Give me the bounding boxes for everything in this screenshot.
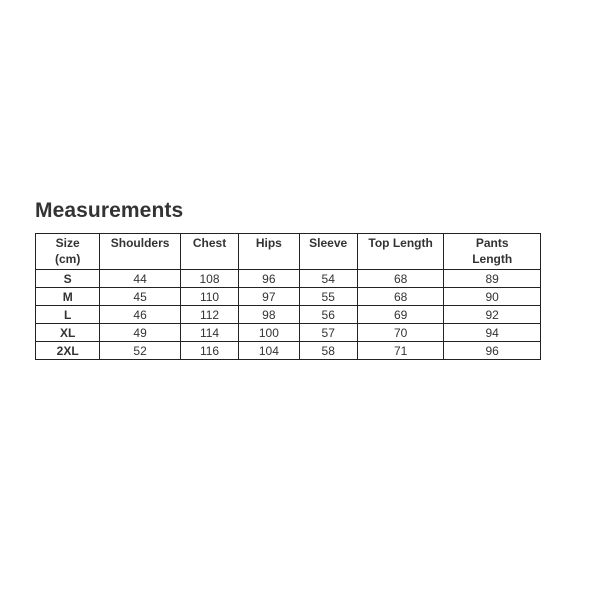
cell-size: 2XL — [36, 342, 100, 360]
cell-chest: 108 — [180, 270, 238, 288]
cell-hips: 98 — [239, 306, 299, 324]
header-chest: Chest — [180, 234, 238, 270]
cell-size: XL — [36, 324, 100, 342]
table-row — [36, 270, 541, 288]
page-title: Measurements — [35, 199, 184, 222]
cell-hips: 104 — [239, 342, 299, 360]
cell-chest: 112 — [180, 306, 238, 324]
cell-top-length: 68 — [357, 288, 444, 306]
cell-pants-length: 94 — [444, 324, 541, 342]
cell-chest: 114 — [180, 324, 238, 342]
cell-shoulders: 45 — [100, 288, 180, 306]
cell-shoulders: 49 — [100, 324, 180, 342]
cell-sleeve: 56 — [299, 306, 357, 324]
cell-pants-length: 90 — [444, 288, 541, 306]
table-row — [36, 288, 541, 306]
cell-top-length: 69 — [357, 306, 444, 324]
cell-shoulders: 46 — [100, 306, 180, 324]
header-pants-label: Pants — [475, 236, 509, 250]
header-hips: Hips — [239, 234, 299, 270]
cell-pants-length: 96 — [444, 342, 541, 360]
cell-shoulders: 44 — [100, 270, 180, 288]
header-pants-length — [444, 234, 541, 270]
table-row — [36, 306, 541, 324]
header-size-label: Size — [55, 236, 80, 250]
cell-chest: 116 — [180, 342, 238, 360]
table-row — [36, 324, 541, 342]
cell-pants-length: 92 — [444, 306, 541, 324]
table-header — [36, 234, 541, 270]
cell-hips: 97 — [239, 288, 299, 306]
cell-hips: 96 — [239, 270, 299, 288]
cell-top-length: 70 — [357, 324, 444, 342]
table-body — [36, 270, 541, 360]
cell-sleeve: 57 — [299, 324, 357, 342]
cell-size: L — [36, 306, 100, 324]
header-row — [36, 234, 541, 270]
table-row — [36, 342, 541, 360]
cell-pants-length: 89 — [444, 270, 541, 288]
header-sleeve: Sleeve — [299, 234, 357, 270]
cell-shoulders: 52 — [100, 342, 180, 360]
cell-hips: 100 — [239, 324, 299, 342]
header-length-label: Length — [472, 252, 513, 266]
cell-sleeve: 58 — [299, 342, 357, 360]
header-top-length: Top Length — [357, 234, 444, 270]
cell-size: M — [36, 288, 100, 306]
header-size-unit: (cm) — [55, 252, 81, 266]
cell-sleeve: 55 — [299, 288, 357, 306]
cell-size: S — [36, 270, 100, 288]
cell-top-length: 68 — [357, 270, 444, 288]
header-shoulders: Shoulders — [100, 234, 180, 270]
measurements-table — [35, 233, 541, 360]
cell-top-length: 71 — [357, 342, 444, 360]
cell-chest: 110 — [180, 288, 238, 306]
cell-sleeve: 54 — [299, 270, 357, 288]
header-size — [36, 234, 100, 270]
